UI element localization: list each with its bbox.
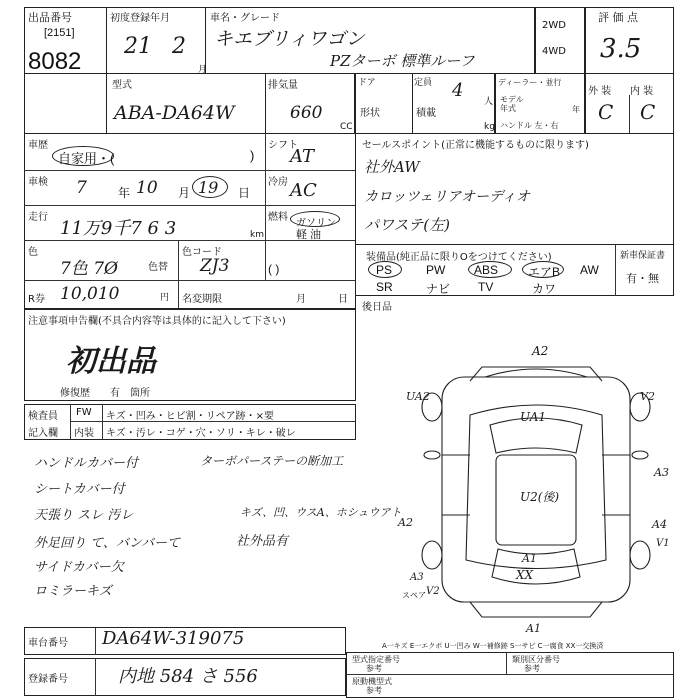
disp-unit: CC	[340, 122, 353, 132]
mark-a3-left: A3	[410, 572, 424, 583]
sales-item-2: カロッツェリアオーディオ	[364, 189, 530, 205]
name-change-month: 月	[296, 294, 306, 305]
model-year-label: モデル年式	[500, 95, 524, 113]
history-value: 自家用・(	[58, 151, 115, 166]
equip-ps-circle	[368, 261, 402, 278]
color-paren: ( )	[268, 262, 280, 276]
designation-label-3: 原動機型式	[352, 677, 392, 686]
fuel-alt: 軽 油	[296, 229, 322, 241]
score-value: 3.5	[600, 34, 642, 64]
equip-airbag-circle	[522, 261, 564, 278]
name-change-day: 日	[338, 294, 348, 305]
fuel-circle	[290, 211, 340, 227]
mark-spare: スペア	[402, 591, 426, 600]
drive-4wd: 4WD	[542, 46, 566, 57]
model-label: 型式	[112, 80, 132, 91]
shift-label: シフト	[268, 140, 298, 151]
recycle-unit: 円	[160, 293, 170, 303]
fuel-value: ガソリン	[296, 218, 336, 229]
legend: A一キズ E一エクボ U一凹み W一補修跡 S一サビ C一腐食 XX一交換済	[382, 642, 604, 650]
mark-ua2: UA2	[406, 390, 430, 403]
mark-xx: XX	[516, 568, 534, 582]
inspector-note-3: 天張り スレ 汚レ	[34, 508, 134, 523]
mark-ua1: UA1	[520, 410, 547, 424]
sales-item-3: パワステ(左)	[364, 216, 450, 234]
inspection-month-unit: 月	[178, 186, 191, 200]
model-year-unit: 年	[572, 105, 580, 114]
color-code: ZJ3	[200, 256, 230, 276]
color-label: 色	[28, 247, 38, 258]
equip-sr: SR	[376, 280, 393, 294]
equip-aw: AW	[580, 263, 599, 277]
mark-a2-top: A2	[532, 344, 549, 358]
inspection-year-unit: 年	[118, 186, 131, 200]
mileage-unit: km	[250, 230, 264, 240]
inspector-fw-label: FW	[76, 407, 92, 418]
load-unit: kg	[484, 122, 495, 132]
sales-label: セールスポイント(正常に機能するものに限ります)	[362, 140, 589, 151]
reg-label: 初度登録年月	[110, 13, 170, 24]
inspector-note-6: ロミラーキズ	[34, 584, 112, 599]
door-label: ドア	[358, 78, 376, 88]
equip-airbag: エアB	[528, 265, 561, 279]
score-label: 評 価 点	[598, 11, 638, 24]
lot-number: 8082	[28, 48, 82, 75]
sales-item-1: 社外AW	[364, 158, 420, 176]
equip-abs: ABS	[474, 263, 499, 277]
remarks-label: 後日品	[362, 302, 392, 313]
mark-a1: A1	[522, 552, 537, 565]
aircon-value: AC	[290, 180, 317, 201]
chassis-label: 車台番号	[28, 638, 68, 649]
shape-label: 形状	[360, 108, 380, 119]
repair-close: 箇所	[130, 388, 150, 399]
handle-label: ハンドル 左・右	[500, 121, 559, 130]
inspection-month: 10	[136, 178, 158, 198]
chassis-value: DA64W-319075	[102, 628, 245, 649]
repair-label: 修復歴	[60, 388, 90, 399]
int-label: 内 装	[630, 86, 654, 97]
recycle-value: 10,010	[60, 284, 120, 304]
mark-u2: U2(後)	[520, 490, 560, 504]
notes-label: 注意事項申告欄(不具合内容等は具体的に記入して下さい)	[28, 316, 286, 327]
shift-value: AT	[290, 146, 315, 167]
mileage-value: 11万9千7 6 3	[60, 218, 177, 239]
inspection-year: 7	[76, 178, 87, 198]
reg-year: 21	[124, 34, 152, 59]
disp-label: 排気量	[268, 80, 298, 91]
color-value: 7色 7Ø	[60, 259, 118, 279]
capacity-value: 4	[452, 80, 464, 101]
model-value: ABA-DA64W	[114, 102, 235, 124]
lot-label: 出品番号	[28, 11, 72, 24]
disp-value: 660	[290, 103, 323, 123]
mark-a4-right: A4	[652, 518, 667, 531]
warranty-value: 有・無	[626, 273, 659, 285]
inspection-day-unit: 日	[238, 186, 251, 200]
history-close: )	[250, 148, 255, 163]
inspector-note-2: シートカバー付	[34, 482, 125, 497]
equip-pw: PW	[426, 263, 446, 277]
designation-label-1-sub: 参考	[366, 664, 382, 673]
inspector-note-1: ハンドルカバー付	[34, 456, 139, 471]
int-value: C	[640, 100, 656, 124]
mark-v1-right: V1	[656, 538, 670, 549]
designation-label-2-sub: 参考	[524, 664, 540, 673]
equip-tv: TV	[478, 280, 494, 294]
mark-a1-bottom: A1	[526, 622, 541, 635]
name-change-label: 名変期限	[182, 294, 222, 305]
drive-box	[535, 7, 585, 74]
notes-handwritten: 初出品	[66, 344, 156, 379]
inspector-label-1: 検査員	[28, 411, 58, 422]
dealer-label: ディーラー・並行	[498, 78, 562, 87]
inspector-note-4: 外足回り て、バンバーて	[34, 536, 180, 551]
plate-value: 内地 584 さ 556	[118, 666, 258, 687]
car-name: キエブリィワゴン	[214, 28, 365, 50]
recycle-label: R券	[28, 294, 45, 305]
middle-note-2: キズ、凹、ウスA、ホシュウアト	[240, 506, 402, 519]
lot-sub: [2151]	[44, 27, 75, 39]
inspector-fw-items: キズ・凹み・ヒビ割・リペア跡・×要	[106, 411, 274, 422]
inspector-label-2: 記入欄	[28, 428, 58, 439]
inspector-note-5: サイドカバー欠	[34, 560, 124, 575]
mark-v2-left: V2	[426, 586, 440, 597]
mark-v2-top-right: V2	[640, 390, 655, 403]
equip-abs-circle	[468, 261, 512, 278]
inspection-label: 車検	[28, 177, 48, 188]
middle-note-3: 社外品有	[236, 534, 289, 549]
aircon-label: 冷房	[268, 177, 288, 188]
equip-label: 装備品(純正品に限りOをつけてください)	[366, 252, 552, 263]
reg-month-unit: 月	[198, 65, 208, 75]
name-label: 車名・グレード	[210, 13, 280, 24]
middle-note-1: ターボパーステーの断加工	[200, 454, 344, 468]
ext-value: C	[598, 100, 614, 124]
mileage-label: 走行	[28, 212, 48, 223]
mark-a3-right: A3	[654, 466, 669, 479]
designation-label-1: 型式指定番号	[352, 655, 400, 664]
inspector-int-label: 内装	[74, 428, 94, 439]
designation-label-3-sub: 参考	[366, 686, 382, 695]
inspection-day: 19	[198, 178, 219, 197]
equip-ps: PS	[376, 263, 393, 277]
plate-label: 登録番号	[28, 674, 68, 685]
history-label: 車歴	[28, 140, 48, 151]
reg-month: 2	[172, 34, 186, 59]
load-label: 積載	[416, 108, 436, 119]
warranty-label: 新車保証書	[620, 251, 666, 261]
equip-navi: ナビ	[426, 282, 451, 296]
inspector-int-items: キズ・汚レ・コゲ・穴・ソリ・キレ・破レ	[106, 428, 296, 439]
color-code-label: 色コード	[182, 247, 222, 258]
mark-a2-left: A2	[398, 516, 413, 529]
color-change-label: 色替	[148, 262, 168, 273]
equip-leather: カワ	[532, 282, 557, 296]
designation-label-2: 類別区分番号	[512, 655, 560, 664]
capacity-unit: 人	[484, 97, 494, 107]
fuel-label: 燃料	[268, 212, 288, 223]
car-grade: PZターボ 標準ルーフ	[330, 52, 475, 70]
capacity-label: 定員	[414, 78, 433, 88]
ext-label: 外 装	[588, 86, 612, 97]
repair-value: 有	[110, 388, 120, 399]
drive-2wd: 2WD	[542, 20, 566, 31]
